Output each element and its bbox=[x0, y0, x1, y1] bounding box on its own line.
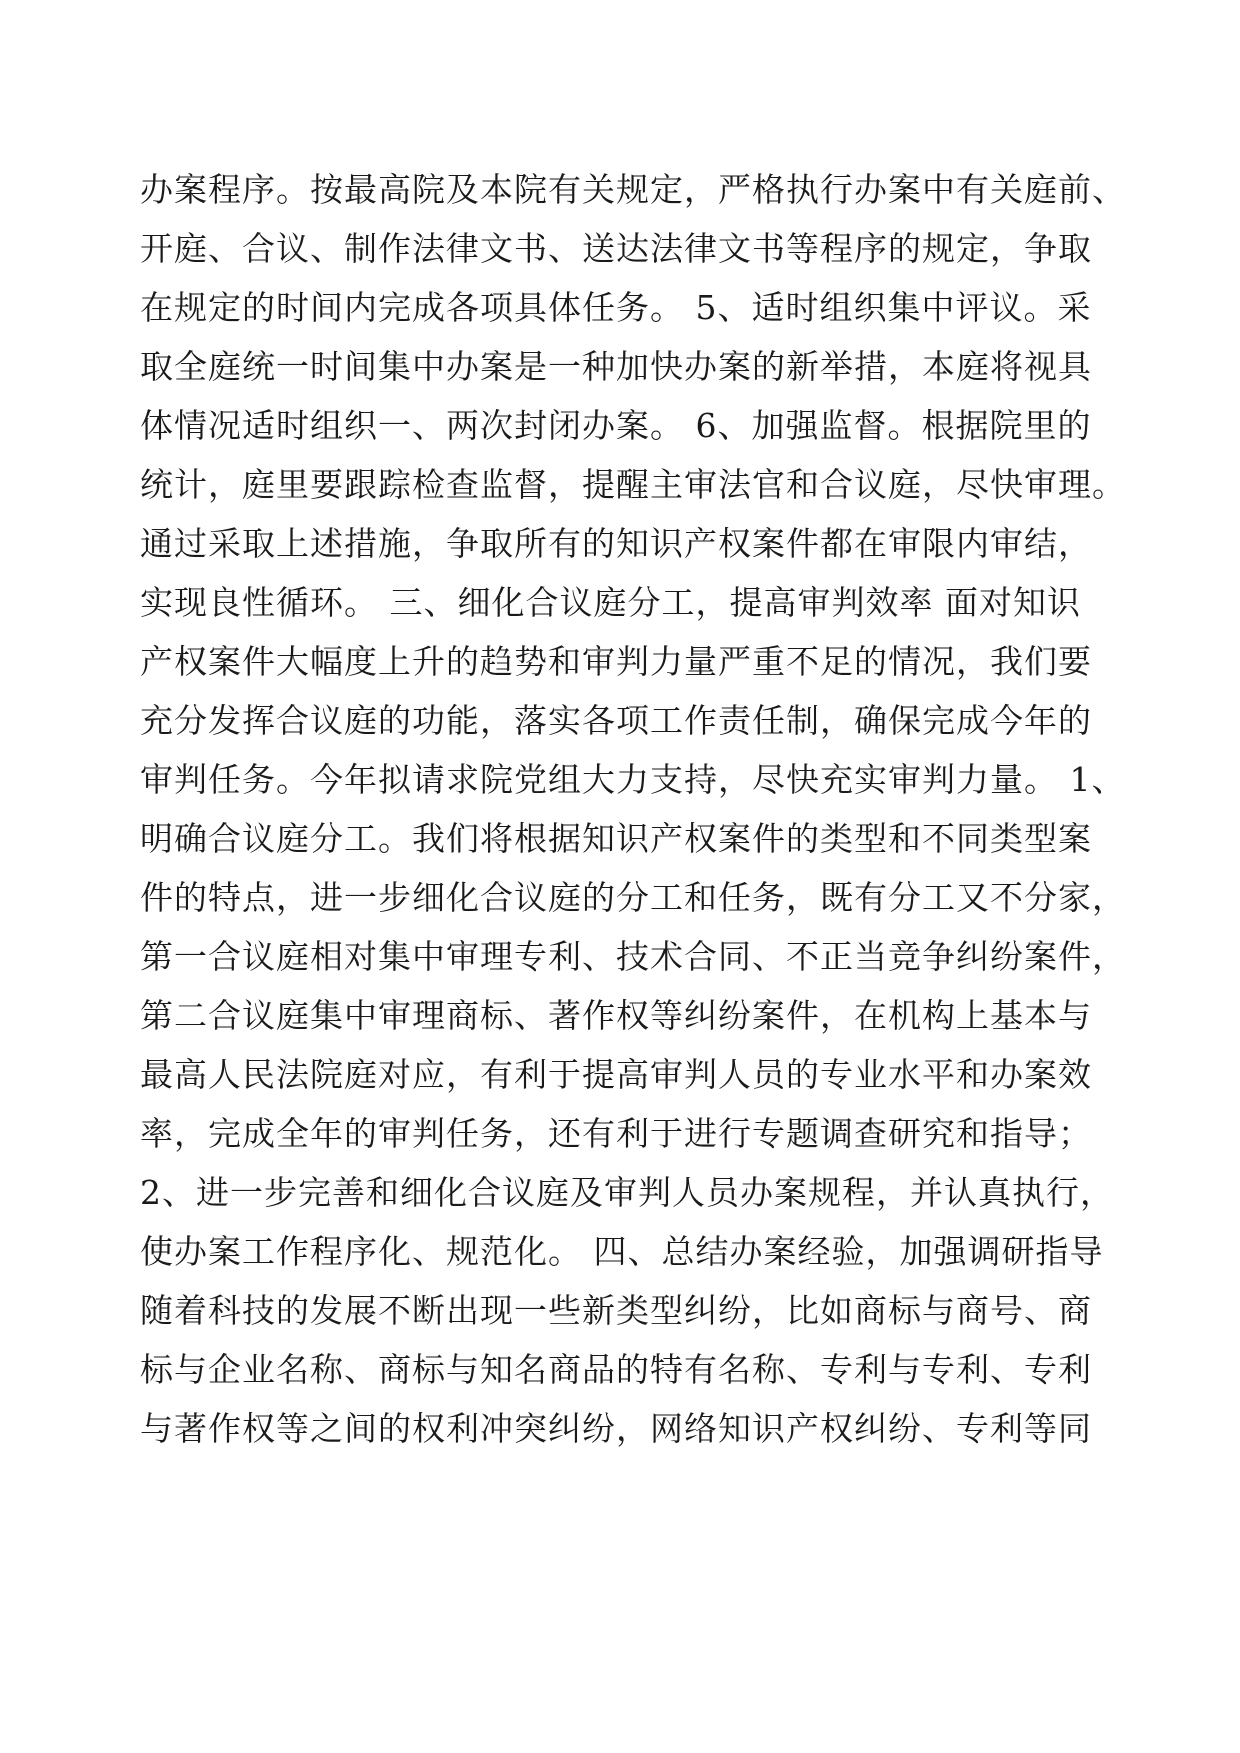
text-line: 随着科技的发展不断出现一些新类型纠纷，比如商标与商号、商 bbox=[140, 1291, 1092, 1330]
text-line: 件的特点，进一步细化合议庭的分工和任务，既有分工又不分家， bbox=[140, 878, 1126, 917]
text-line: 使办案工作程序化、规范化。 四、总结办案经验，加强调研指导 bbox=[140, 1232, 1104, 1271]
text-line: 最高人民法院庭对应，有利于提高审判人员的专业水平和办案效 bbox=[140, 1055, 1092, 1094]
body-text bbox=[140, 160, 1140, 1458]
text-line: 充分发挥合议庭的功能，落实各项工作责任制，确保完成今年的 bbox=[140, 701, 1092, 740]
text-line: 实现良性循环。 三、细化合议庭分工，提高审判效率 面对知识 bbox=[140, 583, 1081, 622]
text-line: 统计，庭里要跟踪检查监督，提醒主审法官和合议庭，尽快审理。 bbox=[140, 465, 1126, 504]
text-line: 率，完成全年的审判任务，还有利于进行专题调查研究和指导； bbox=[140, 1114, 1092, 1153]
text-line: 开庭、合议、制作法律文书、送达法律文书等程序的规定，争取 bbox=[140, 229, 1092, 268]
text-line: 2、进一步完善和细化合议庭及审判人员办案规程，并认真执行， bbox=[140, 1173, 1114, 1212]
text-line: 产权案件大幅度上升的趋势和审判力量严重不足的情况，我们要 bbox=[140, 642, 1092, 681]
text-line: 办案程序。按最高院及本院有关规定，严格执行办案中有关庭前、 bbox=[140, 170, 1126, 209]
text-line: 通过采取上述措施，争取所有的知识产权案件都在审限内审结， bbox=[140, 524, 1092, 563]
text-line: 与著作权等之间的权利冲突纠纷，网络知识产权纠纷、专利等同 bbox=[140, 1409, 1092, 1448]
text-line: 取全庭统一时间集中办案是一种加快办案的新举措，本庭将视具 bbox=[140, 347, 1092, 386]
text-line: 第二合议庭集中审理商标、著作权等纠纷案件，在机构上基本与 bbox=[140, 996, 1092, 1035]
text-line: 第一合议庭相对集中审理专利、技术合同、不正当竞争纠纷案件， bbox=[140, 937, 1126, 976]
text-line: 明确合议庭分工。我们将根据知识产权案件的类型和不同类型案 bbox=[140, 819, 1092, 858]
text-line: 在规定的时间内完成各项具体任务。 5、适时组织集中评议。采 bbox=[140, 288, 1092, 327]
text-line: 体情况适时组织一、两次封闭办案。 6、加强监督。根据院里的 bbox=[140, 406, 1092, 445]
text-line: 审判任务。今年拟请求院党组大力支持，尽快充实审判力量。 1、 bbox=[140, 760, 1126, 799]
text-line: 标与企业名称、商标与知名商品的特有名称、专利与专利、专利 bbox=[140, 1350, 1092, 1389]
